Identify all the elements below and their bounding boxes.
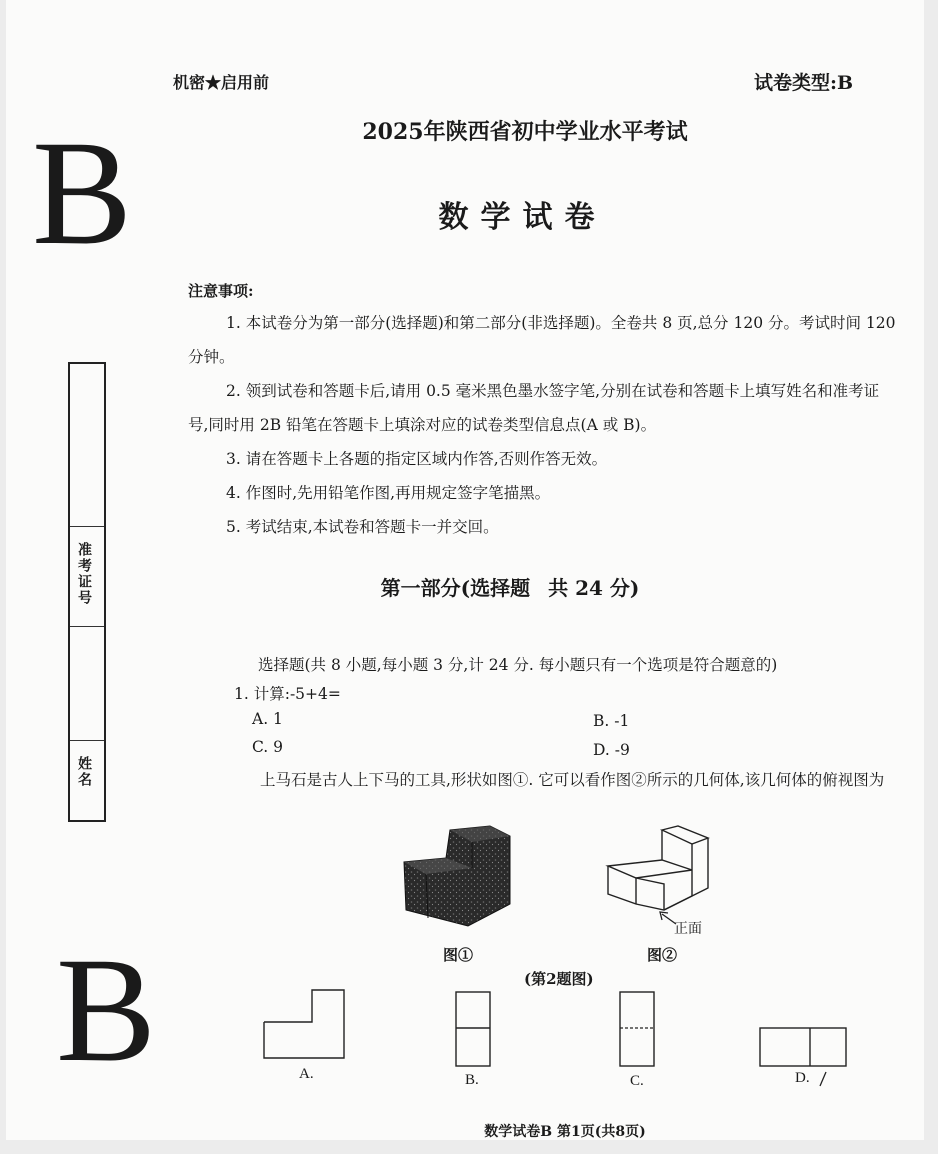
figure-1-photo <box>398 822 518 932</box>
q1-option-c: C. 9 <box>252 738 284 756</box>
option-b-label: B. <box>465 1072 479 1088</box>
option-b-view <box>450 990 496 1070</box>
option-d-label: D. <box>795 1070 810 1086</box>
option-a-label: A. <box>299 1066 314 1082</box>
notice-item: 2. 领到试卷和答题卡后,请用 0.5 毫米黑色墨水签字笔,分别在试卷和答题卡上填写姓名和准考证号,同时用 2B 铅笔在答题卡上填涂对应的试卷类型信息点(A 或 B)。 <box>188 382 880 434</box>
figure-2-geometry <box>604 826 714 918</box>
part-one-title-a: 第一部分(选择题 <box>380 576 531 600</box>
question-1-stem: 1. 计算:-5+4= <box>234 685 341 703</box>
notice-item: 3. 请在答题卡上各题的指定区域内作答,否则作答无效。 <box>226 450 608 468</box>
q1-option-d: D. -9 <box>593 741 630 759</box>
option-d-view <box>754 1024 850 1070</box>
figure-2-caption: 图② <box>647 946 678 964</box>
paper-type-big-letter-bottom: B <box>56 927 157 1093</box>
option-c-view <box>614 990 660 1070</box>
notice-item: 1. 本试卷分为第一部分(选择题)和第二部分(非选择题)。全卷共 8 页,总分 120 分。考试时间 120 分钟。 <box>188 314 896 366</box>
section-intro: 选择题(共 8 小题,每小题 3 分,计 24 分. 每小题只有一个选项是符合题意的) <box>258 656 778 674</box>
q1-option-a: A. 1 <box>252 710 283 728</box>
page-footer: 数学试卷B 第1页(共8页) <box>484 1124 646 1140</box>
strip-divider <box>70 740 104 741</box>
strip-divider <box>70 626 104 627</box>
front-label: 正面 <box>674 921 702 937</box>
notice-list <box>188 306 898 544</box>
option-c-label: C. <box>630 1073 644 1089</box>
subject-title: 数学试卷 <box>438 200 607 235</box>
pen-mark-icon <box>816 1070 830 1088</box>
part-one-title-b: 共 24 分) <box>548 576 640 600</box>
figure-group-caption: (第2题图) <box>524 970 594 988</box>
notice-item: 5. 考试结束,本试卷和答题卡一并交回。 <box>226 518 499 536</box>
notice-heading: 注意事项: <box>188 282 254 300</box>
paper-type-big-letter: B <box>32 110 133 276</box>
part-one-title <box>6 572 924 601</box>
exam-number-label: 准考证号 <box>76 542 92 606</box>
option-a-view <box>258 986 348 1062</box>
confidential-label: 机密★启用前 <box>173 73 270 92</box>
q1-option-b: B. -1 <box>593 712 630 730</box>
strip-divider <box>70 526 104 527</box>
figure-1-caption: 图① <box>443 946 474 964</box>
exam-page <box>6 0 924 1140</box>
notice-item: 4. 作图时,先用铅笔作图,再用规定签字笔描黑。 <box>226 484 551 502</box>
question-2-stem: 上马石是古人上下马的工具,形状如图①. 它可以看作图②所示的几何体,该几何体的俯视图为 <box>260 771 885 789</box>
exam-title: 2025年陕西省初中学业水平考试 <box>362 119 688 145</box>
name-label: 姓名 <box>76 756 92 788</box>
paper-type-label: 试卷类型:B <box>754 72 854 94</box>
